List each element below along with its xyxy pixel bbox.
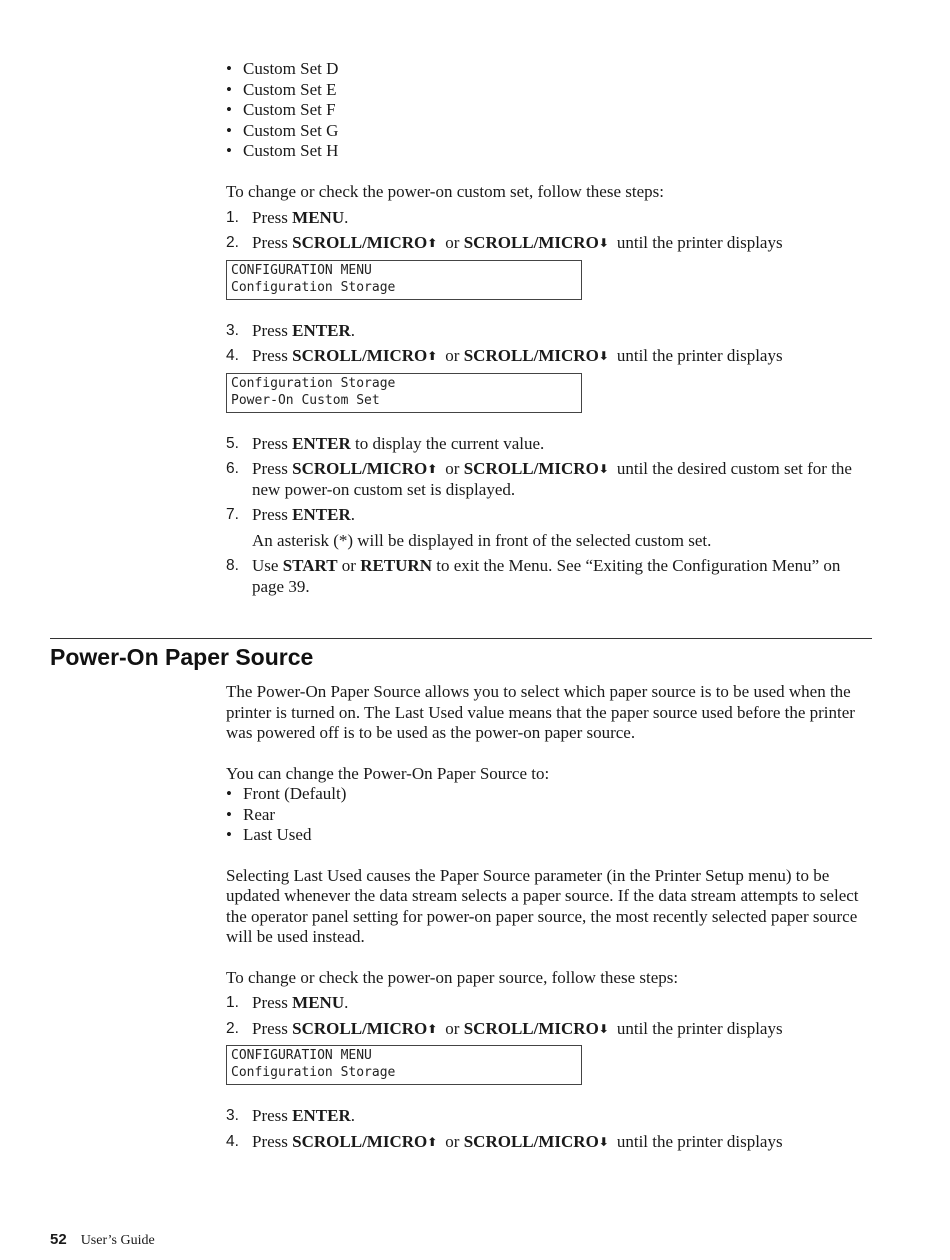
lcd-display (226, 1045, 582, 1085)
list-item: • Last Used (226, 825, 876, 846)
step-number: 8. (226, 557, 239, 574)
key-scroll-micro: SCROLL/MICRO (292, 1131, 428, 1151)
step-3: 3. Press ENTER. (226, 1106, 355, 1125)
list-item: • Custom Set D (226, 59, 876, 80)
page-footer (50, 1229, 155, 1252)
key-scroll-micro: SCROLL/MICRO (292, 459, 428, 478)
lcd-display (226, 373, 582, 413)
step-8: 8. Use START or RETURN to exit the Menu. See “Exiting the Configuration Menu” on page 39. (226, 556, 841, 596)
step-2: 2. Press SCROLL/MICRO⬆ or SCROLL/MICRO⬇ until the printer displays (226, 1018, 783, 1038)
step-7-note: An asterisk (*) will be displayed in front of the selected custom set. (252, 530, 712, 550)
arrow-down-icon: ⬇ (598, 1021, 609, 1036)
key-start: START (282, 556, 338, 575)
step-number: 5. (226, 434, 239, 452)
list-item: • Custom Set E (226, 80, 876, 101)
step-number: 6. (226, 460, 239, 477)
arrow-up-icon: ⬆ (427, 1134, 438, 1149)
step-number: 7. (226, 506, 239, 523)
step-4: 4. Press SCROLL/MICRO⬆ or SCROLL/MICRO⬇ until the printer displays (226, 346, 783, 365)
key-enter: ENTER (292, 1106, 351, 1125)
step-number: 1. (226, 994, 239, 1011)
lcd-display (226, 260, 582, 300)
lcd-line: Power-On Custom Set (231, 392, 380, 408)
key-enter: ENTER (292, 505, 351, 524)
step-6: 6. Press SCROLL/MICRO⬆ or SCROLL/MICRO⬇ until the desired custom set for the new power-on custom set is displayed. (226, 459, 852, 499)
step-5: 5. Press ENTER to display the current value. (226, 433, 545, 453)
lcd-line: Configuration Storage (231, 1065, 396, 1080)
arrow-up-icon: ⬆ (427, 349, 438, 363)
paper-source-options (226, 784, 876, 846)
list-item: • Front (Default) (226, 784, 876, 805)
step-number: 4. (226, 1132, 239, 1150)
step-2: 2. Press SCROLL/MICRO⬆ or SCROLL/MICRO⬇ until the printer displays (226, 233, 783, 252)
section-heading: Power-On Paper Source (50, 644, 314, 670)
step-3: 3. Press ENTER. (226, 320, 355, 340)
procedure-intro: To change or check the power-on custom set, follow these steps: (226, 182, 664, 201)
arrow-up-icon: ⬆ (427, 236, 438, 250)
arrow-down-icon: ⬇ (598, 462, 609, 476)
key-scroll-micro: SCROLL/MICRO (463, 1131, 599, 1151)
page-number: 52 (50, 1231, 67, 1248)
lcd-line: Configuration Storage (231, 375, 396, 391)
arrow-down-icon: ⬇ (598, 349, 609, 363)
list-item: • Custom Set H (226, 141, 876, 162)
list-item: • Custom Set F (226, 100, 876, 121)
lcd-line: CONFIGURATION MENU (231, 1048, 372, 1063)
document-title: User’s Guide (80, 1233, 155, 1248)
step-number: 2. (226, 1019, 239, 1037)
custom-set-list (226, 59, 876, 162)
lcd-line: Configuration Storage (231, 279, 396, 295)
paragraph: Selecting Last Used causes the Paper Source parameter (in the Printer Setup menu) to be updated whenever the data stream selects a paper source. If the data stream attempts to select the operator panel setting for power-on paper source, the most recently selected paper source will be used instead. (226, 865, 859, 946)
step-number: 3. (226, 321, 239, 339)
key-scroll-micro: SCROLL/MICRO (292, 233, 428, 252)
step-1: 1. Press MENU. (226, 207, 349, 227)
key-scroll-micro: SCROLL/MICRO (292, 1018, 428, 1038)
paragraph: You can change the Power-On Paper Source to: (226, 763, 550, 783)
key-menu: MENU (292, 993, 345, 1012)
lcd-line: CONFIGURATION MENU (231, 262, 372, 278)
list-item: • Custom Set G (226, 121, 876, 142)
custom-set-procedure (226, 182, 876, 602)
key-menu: MENU (292, 207, 345, 227)
arrow-down-icon: ⬇ (598, 1134, 609, 1149)
list-item: • Rear (226, 805, 876, 826)
key-enter: ENTER (292, 320, 351, 340)
key-scroll-micro: SCROLL/MICRO (463, 233, 599, 252)
paper-source-section (226, 682, 876, 1157)
step-number: 2. (226, 234, 239, 251)
step-number: 1. (226, 208, 239, 226)
cross-reference: to exit the Menu. See “Exiting the Configuration Menu” on page 39. (252, 556, 841, 596)
key-enter: ENTER (292, 433, 351, 453)
key-scroll-micro: SCROLL/MICRO (463, 346, 599, 365)
key-return: RETURN (360, 556, 432, 575)
arrow-up-icon: ⬆ (427, 462, 438, 476)
custom-set-list-block (226, 59, 876, 162)
key-scroll-micro: SCROLL/MICRO (463, 459, 599, 478)
procedure-intro: To change or check the power-on paper source, follow these steps: (226, 967, 679, 987)
step-number: 3. (226, 1107, 239, 1124)
step-1: 1. Press MENU. (226, 993, 349, 1012)
key-scroll-micro: SCROLL/MICRO (292, 346, 428, 365)
section-rule (50, 638, 872, 639)
paragraph: The Power-On Paper Source allows you to select which paper source is to be used when the printer is turned on. The Last Used value means that the paper source used before the printer was powered off is to be used as the power-on paper source. (226, 682, 855, 742)
step-7: 7. Press ENTER. (226, 505, 355, 524)
key-scroll-micro: SCROLL/MICRO (463, 1018, 599, 1038)
arrow-up-icon: ⬆ (427, 1021, 438, 1036)
arrow-down-icon: ⬇ (598, 236, 609, 250)
step-number: 4. (226, 347, 239, 364)
step-4: 4. Press SCROLL/MICRO⬆ or SCROLL/MICRO⬇ until the printer displays (226, 1131, 783, 1151)
